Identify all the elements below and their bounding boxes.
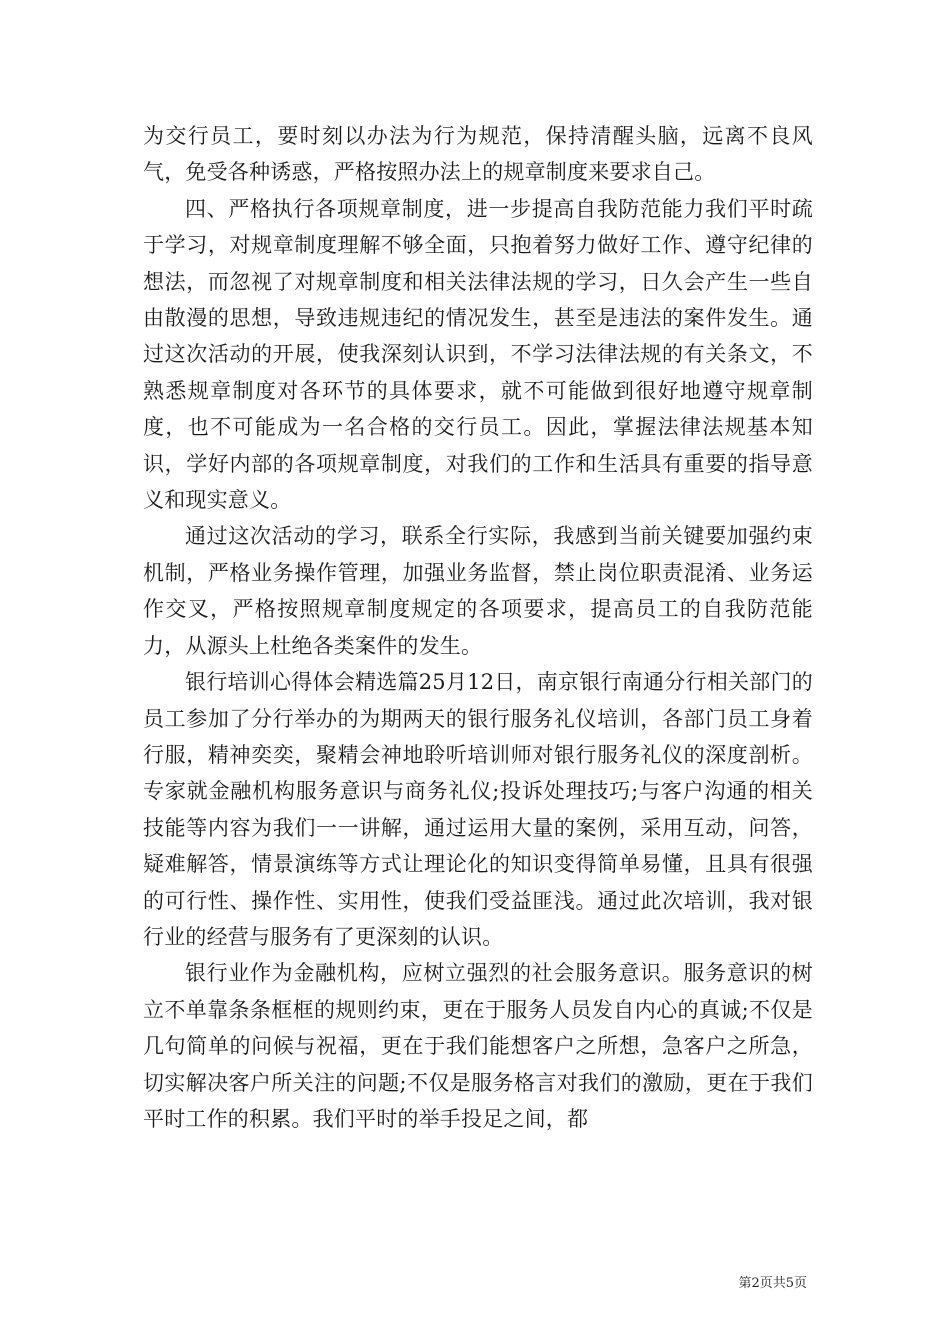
paragraph-5: 银行业作为金融机构，应树立强烈的社会服务意识。服务意识的树立不单靠条条框框的规则约束，更在于服务人员发自内心的真诚;不仅是几句简单的问候与祝福，更在于我们能想客户之所想，急客户之所急，切实解决客户所关注的问题;不仅是服务格言对我们的激励，更在于我们平时工作的积累。我们平时的举手投足之间，都 [143,961,813,1131]
paragraph-2: 四、严格执行各项规章制度，进一步提高自我防范能力我们平时疏于学习，对规章制度理解不够全面，只抱着努力做好工作、遵守纪律的想法，而忽视了对规章制度和相关法律法规的学习，日久会产生一些自由散漫的思想，导致违规违纪的情况发生，甚至是违法的案件发生。通过这次活动的开展，使我深刻认识到，不学习法律法规的有关条文，不熟悉规章制度对各环节的具体要求，就不可能做到很好地遵守规章制度，也不可能成为一名合格的交行员工。因此，掌握法律法规基本知识，学好内部的各项规章制度，对我们的工作和生活具有重要的指导意义和现实意义。 [143,196,813,513]
paragraph-1: 为交行员工，要时刻以办法为行为规范，保持清醒头脑，远离不良风气，免受各种诱惑，严格按照办法上的规章制度来要求自己。 [143,124,813,185]
paragraph-4: 银行培训心得体会精选篇25月12日，南京银行南通分行相关部门的员工参加了分行举办的为期两天的银行服务礼仪培训，各部门员工身着行服，精神奕奕，聚精会神地聆听培训师对银行服务礼仪的深度剖析。专家就金融机构服务意识与商务礼仪;投诉处理技巧;与客户沟通的相关技能等内容为我们一一讲解，通过运用大量的案例，采用互动，问答，疑难解答，情景演练等方式让理论化的知识变得简单易懂，且具有很强的可行性、操作性、实用性，使我们受益匪浅。通过此次培训，我对银行业的经营与服务有了更深刻的认识。 [143,670,813,949]
page-number-footer: 第2页共5页 [738,1276,807,1291]
document-body [143,118,813,1137]
paragraph-3: 通过这次活动的学习，联系全行实际，我感到当前关键要加强约束机制，严格业务操作管理，加强业务监督，禁止岗位职责混淆、业务运作交叉，严格按照规章制度规定的各项要求，提高员工的自我防范能力，从源头上杜绝各类案件的发生。 [143,524,813,658]
